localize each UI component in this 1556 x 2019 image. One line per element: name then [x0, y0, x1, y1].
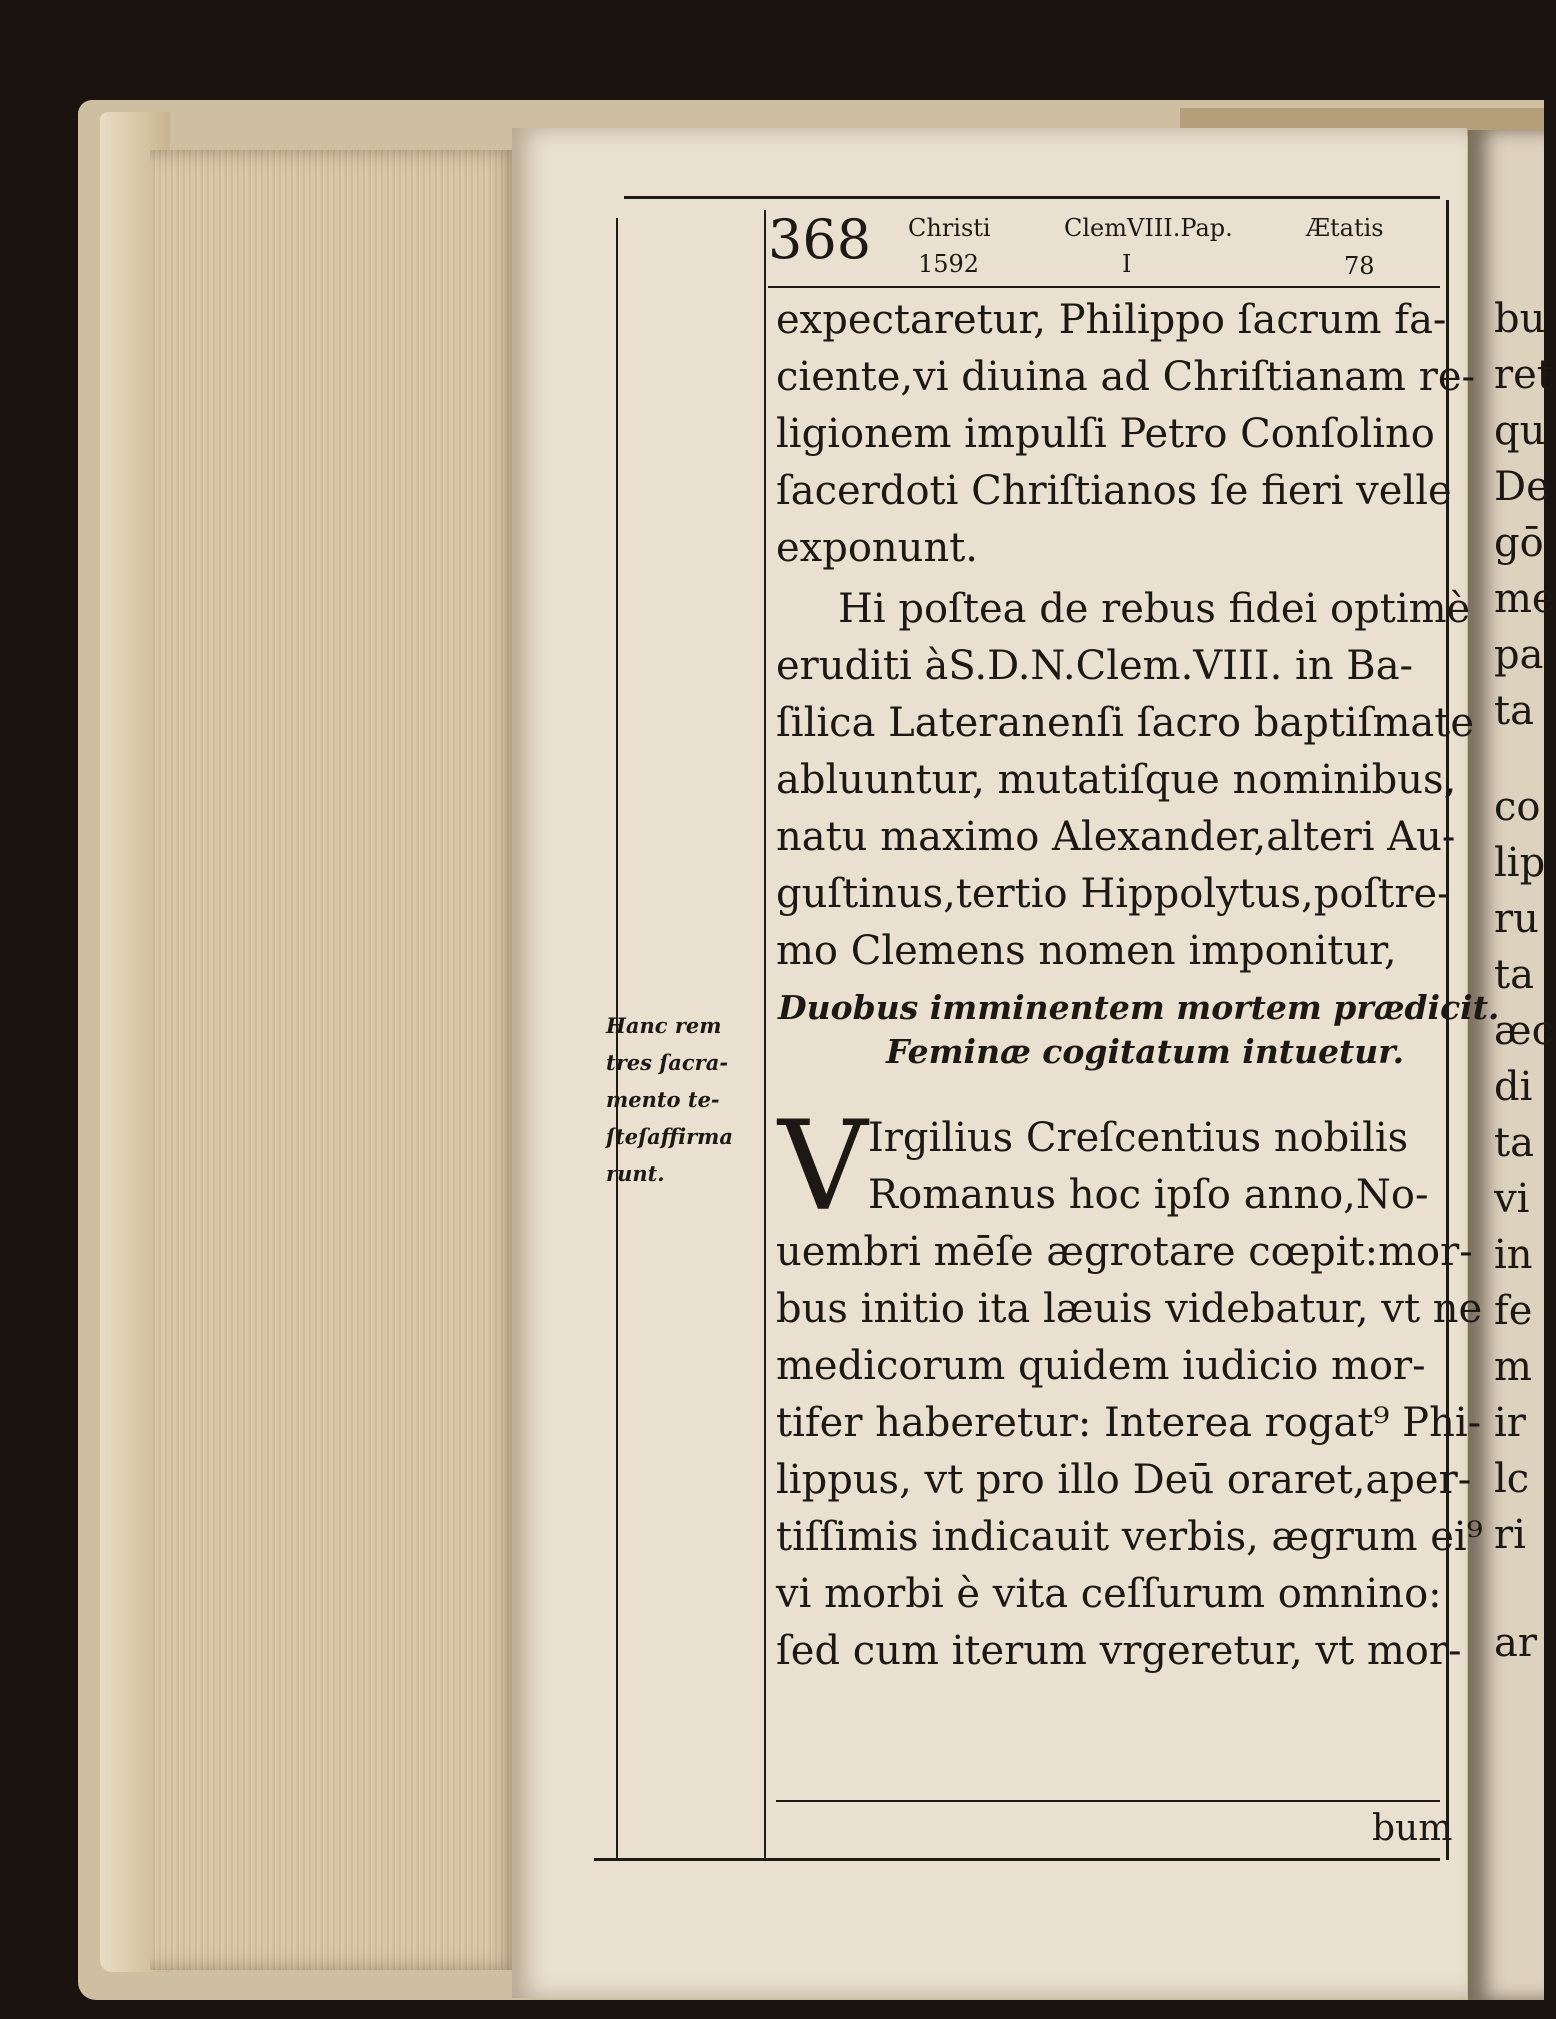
header-christi-year: 1592 — [918, 250, 980, 278]
right-fragment: fe — [1494, 1288, 1533, 1334]
right-fragment: lc — [1494, 1456, 1530, 1502]
body-line: natu maximo Alexander,alteri Au- — [776, 814, 1456, 860]
section-line: medicorum quidem iudicio mor- — [776, 1343, 1426, 1389]
section-line: tifer haberetur: Interea rogat⁹ Phi- — [776, 1400, 1482, 1446]
body-line: ligionem impulſi Petro Conſolino — [776, 411, 1435, 457]
right-fragment: ru — [1494, 896, 1539, 942]
frame-left-rule — [616, 218, 618, 1858]
page-block-edges — [150, 150, 520, 1970]
marginal-note-line: ſteſaffirma — [606, 1124, 733, 1149]
section-line: ſed cum iterum vrgeretur, vt mor- — [776, 1628, 1462, 1674]
section-line: uembri mēſe ægrotare cœpit:mor- — [776, 1229, 1473, 1275]
body-line: ſilica Lateranenſi ſacro baptiſmate — [776, 700, 1475, 746]
right-fragment: lip — [1494, 840, 1546, 886]
right-fragment: æc — [1494, 1008, 1554, 1054]
header-pope-year: I — [1122, 250, 1132, 278]
right-fragment: ta — [1494, 952, 1534, 998]
page-number: 368 — [768, 208, 872, 271]
summary-line-2: Feminæ cogitatum intuetur. — [886, 1032, 1405, 1071]
body-line: ſacerdoti Chriſtianos ſe fieri velle — [776, 468, 1452, 514]
right-fragment: De — [1494, 464, 1550, 510]
catchword: bum — [1372, 1808, 1453, 1849]
right-fragment: me — [1494, 576, 1556, 622]
bottom-rule-outer — [594, 1858, 1440, 1861]
right-fragment: m — [1494, 1344, 1532, 1390]
header-rule — [768, 286, 1440, 288]
header-christi-label: Christi — [908, 214, 991, 242]
right-fragment: gō — [1494, 520, 1544, 566]
body-line: Hi poſtea de rebus fidei optimè — [838, 586, 1471, 632]
body-line: expectaretur, Philippo ſacrum fa- — [776, 297, 1447, 343]
right-fragment: vi — [1494, 1176, 1530, 1222]
frame-right-rule — [1446, 200, 1449, 1860]
summary-line-1: Duobus imminentem mortem prædicit. — [778, 988, 1500, 1027]
body-line: abluuntur, mutatiſque nominibus, — [776, 757, 1457, 803]
column-rule — [764, 210, 766, 1860]
body-line: mo Clemens nomen imponitur, — [776, 928, 1397, 974]
header-aetatis-value: 78 — [1344, 252, 1375, 280]
right-fragment: ir — [1494, 1400, 1526, 1446]
right-fragment: pa — [1494, 632, 1544, 678]
header-pope-label: ClemVIII.Pap. — [1064, 214, 1233, 242]
right-fragment: ta — [1494, 1120, 1534, 1166]
right-fragment: ta — [1494, 688, 1534, 734]
marginal-note-line: tres ſacra- — [606, 1050, 729, 1075]
marginal-note-line: mento te- — [606, 1087, 720, 1112]
body-line: ciente,vi diuina ad Chriſtianam re- — [776, 354, 1476, 400]
section-line: vi morbi è vita ceſſurum omnino: — [776, 1571, 1442, 1617]
right-fragment: ar — [1494, 1620, 1537, 1666]
section-line: Irgilius Creſcentius nobilis — [868, 1115, 1409, 1161]
right-fragment: in — [1494, 1232, 1533, 1278]
marginal-note-line: Hanc rem — [606, 1013, 722, 1038]
drop-initial: V — [778, 1095, 868, 1239]
top-rule — [624, 196, 1440, 199]
right-fragment: di — [1494, 1064, 1533, 1110]
right-fragment: ri — [1494, 1512, 1526, 1558]
marginal-note-line: runt. — [606, 1161, 665, 1186]
section-line: Romanus hoc ipſo anno,No- — [868, 1172, 1429, 1218]
body-line: exponunt. — [776, 525, 978, 571]
section-line: lippus, vt pro illo Deū oraret,aper- — [776, 1457, 1472, 1503]
text-bottom-rule — [776, 1800, 1440, 1802]
right-fragment: ret — [1494, 352, 1553, 398]
section-line: tiſſimis indicauit verbis, ægrum ei⁹ — [776, 1514, 1483, 1560]
section-line: bus initio ita læuis videbatur, vt ne — [776, 1286, 1483, 1332]
body-line: eruditi àS.D.N.Clem.VIII. in Ba- — [776, 643, 1414, 689]
right-fragment: co — [1494, 784, 1541, 830]
right-fragment: qu — [1494, 408, 1546, 454]
right-fragment: bu — [1494, 296, 1546, 342]
body-line: guſtinus,tertio Hippolytus,poſtre- — [776, 871, 1451, 917]
header-aetatis-label: Ætatis — [1306, 214, 1384, 242]
